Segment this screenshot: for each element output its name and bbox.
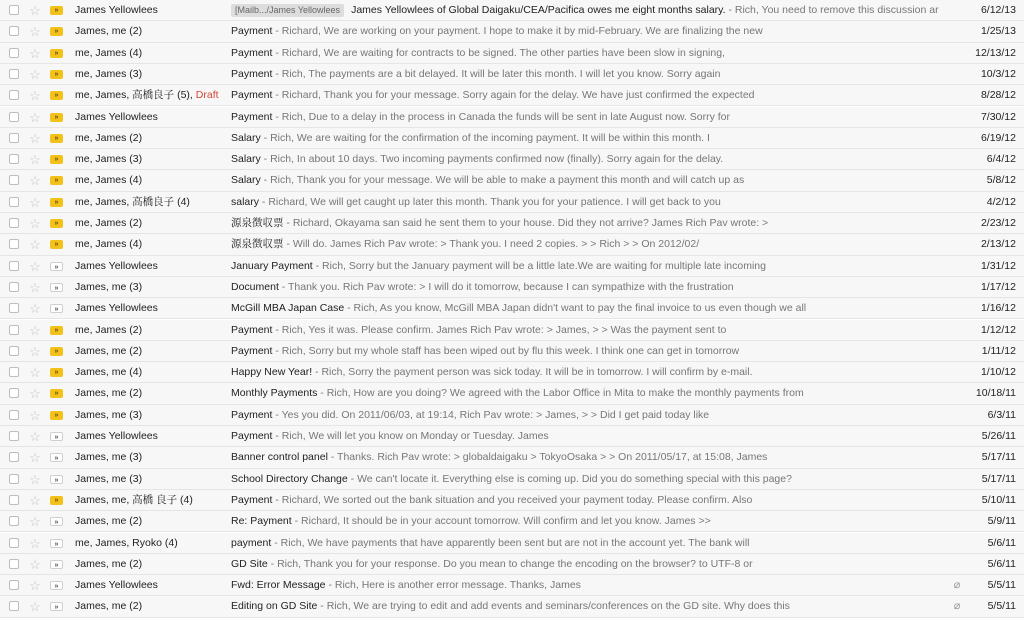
sender-names: James Yellowlees <box>75 302 158 315</box>
star-icon[interactable]: ☆ <box>29 130 41 146</box>
star-icon[interactable]: ☆ <box>29 279 41 295</box>
snippet: - We can't locate it. Everything else is coming up. Did you do something special with this page? <box>347 472 792 485</box>
sender <box>75 21 225 42</box>
subject: January Payment <box>231 259 313 272</box>
date: 1/11/12 <box>981 344 1016 357</box>
message-row[interactable] <box>0 234 1024 255</box>
message-row[interactable] <box>0 43 1024 64</box>
date: 1/12/12 <box>980 323 1016 336</box>
sender <box>75 490 225 511</box>
message-row[interactable] <box>0 490 1024 511</box>
message-row[interactable] <box>0 533 1024 554</box>
subject: Fwd: Error Message <box>231 579 326 592</box>
subject: Payment <box>231 67 273 80</box>
message-row[interactable] <box>0 362 1024 383</box>
paperclip-icon: ⌀ <box>953 600 961 613</box>
message-row[interactable] <box>0 383 1024 404</box>
star-icon[interactable]: ☆ <box>29 343 41 359</box>
subject: School Directory Change <box>231 472 348 485</box>
star-icon[interactable]: ☆ <box>29 109 41 125</box>
select-checkbox[interactable] <box>9 90 19 100</box>
date: 1/17/12 <box>980 280 1016 293</box>
message-content <box>231 533 944 554</box>
importance-marker-icon[interactable]: » <box>50 113 63 122</box>
star-icon[interactable]: ☆ <box>29 365 41 381</box>
star-icon[interactable]: ☆ <box>29 216 41 231</box>
sender <box>75 341 225 362</box>
message-content <box>231 490 944 511</box>
message-content <box>231 447 944 468</box>
subject: payment <box>231 536 272 549</box>
message-content <box>231 43 944 64</box>
message-content <box>231 596 944 617</box>
draft-label: Draft <box>192 89 219 102</box>
select-checkbox[interactable] <box>9 261 19 271</box>
select-checkbox[interactable] <box>9 175 19 185</box>
sender-names: James, me (2) <box>75 515 143 528</box>
message-content <box>231 383 944 404</box>
date: 6/19/12 <box>980 131 1016 144</box>
message-content <box>231 128 944 149</box>
sender-names: me, James (2) <box>75 131 143 144</box>
sender <box>75 256 225 277</box>
sender-names: James, me (2) <box>75 600 143 613</box>
subject: Payment <box>231 323 273 336</box>
select-checkbox[interactable] <box>9 367 19 377</box>
message-content <box>231 405 944 426</box>
snippet: - Rich, Thank you for your response. Do you mean to change the encoding on the browser? to UTF-8 or <box>267 557 753 570</box>
message-row[interactable] <box>0 256 1024 277</box>
subject: Payment <box>231 110 273 123</box>
snippet: - Rich, In about 10 days. Two incoming payments confirmed now (finally). Sorry again for the delay. <box>260 153 724 166</box>
message-row[interactable] <box>0 213 1024 234</box>
select-checkbox[interactable] <box>9 410 19 420</box>
sender-names: James, me (3) <box>75 408 143 421</box>
star-icon[interactable]: ☆ <box>29 301 41 317</box>
sender-names: James Yellowlees <box>75 579 158 592</box>
paperclip-icon: ⌀ <box>953 579 961 592</box>
snippet: - Thank you. Rich Pav wrote: > I will do it tomorrow, because I can sympathize with the frustration <box>278 280 734 293</box>
message-row[interactable] <box>0 128 1024 149</box>
star-icon[interactable]: ☆ <box>29 258 41 274</box>
message-row[interactable] <box>0 341 1024 362</box>
importance-marker-icon[interactable]: » <box>50 347 63 356</box>
sender <box>75 298 225 319</box>
snippet: - Richard, Thank you for your message. Sorry again for the delay. We have just confirmed the expected <box>272 89 755 102</box>
sender <box>75 533 225 554</box>
subject: Document <box>231 280 279 293</box>
date: 5/5/11 <box>987 600 1016 613</box>
sender <box>75 575 225 596</box>
subject: Salary <box>231 131 261 144</box>
select-checkbox[interactable] <box>9 431 19 441</box>
importance-marker-icon[interactable]: » <box>50 176 63 185</box>
message-row[interactable] <box>0 575 1024 596</box>
sender-names: me, James (4) <box>75 174 143 187</box>
message-content <box>231 21 944 42</box>
snippet: - Rich, Sorry the payment person was sick today. It will be in tomorrow. I will confirm by e-mail. <box>312 366 753 379</box>
star-icon[interactable]: ☆ <box>29 407 41 423</box>
star-icon[interactable]: ☆ <box>29 556 41 572</box>
message-content <box>231 107 944 128</box>
importance-marker-icon[interactable]: » <box>50 304 63 313</box>
select-checkbox[interactable] <box>9 282 19 292</box>
select-checkbox[interactable] <box>9 580 19 590</box>
message-content <box>231 234 944 255</box>
subject: Salary <box>231 174 261 187</box>
sender <box>75 107 225 128</box>
sender <box>75 192 225 213</box>
importance-marker-icon[interactable]: » <box>50 155 63 164</box>
date: 2/13/12 <box>980 238 1016 251</box>
sender-names: James, me (4) <box>75 366 143 379</box>
importance-marker-icon[interactable]: » <box>50 219 63 228</box>
sender-names: James Yellowlees <box>75 430 158 442</box>
snippet: - Rich, How are you doing? We agreed with the Labor Office in Mita to make the monthly payments from <box>317 387 804 400</box>
star-icon[interactable]: ☆ <box>29 237 41 253</box>
message-content <box>231 469 944 490</box>
star-icon[interactable]: ☆ <box>29 578 41 594</box>
message-row[interactable] <box>0 320 1024 341</box>
sender <box>75 85 225 106</box>
importance-marker-icon[interactable]: » <box>50 27 63 36</box>
sender <box>75 277 225 298</box>
sender <box>75 469 225 490</box>
subject: Happy New Year! <box>231 366 313 379</box>
snippet: - Richard, We are working on your payment. I hope to make it by mid-February. We are finalizing the new <box>272 25 763 38</box>
message-content <box>231 64 944 85</box>
subject: Payment <box>231 89 273 102</box>
message-row[interactable] <box>0 596 1024 617</box>
subject: Banner control panel <box>231 451 328 464</box>
sender <box>75 426 225 447</box>
snippet: - Rich, As you know, McGill MBA Japan didn't want to pay the final invoice to us even though we all <box>344 302 807 315</box>
snippet: - Will do. James Rich Pav wrote: > Thank you. I need 2 copies. > > Rich > > On 2012/02/ <box>283 238 700 251</box>
select-checkbox[interactable] <box>9 452 19 462</box>
star-icon[interactable]: ☆ <box>29 194 41 210</box>
importance-marker-icon[interactable]: » <box>50 6 63 15</box>
select-checkbox[interactable] <box>9 325 19 335</box>
snippet: - Rich, Sorry but my whole staff has been wiped out by flu this week. I think one can get in tomorrow <box>272 344 740 357</box>
sender-names: me, James, Ryoko (4) <box>75 536 178 549</box>
date: 2/23/12 <box>980 217 1016 229</box>
message-content <box>231 362 944 383</box>
message-content <box>231 170 944 191</box>
sender <box>75 320 225 341</box>
message-row[interactable] <box>0 170 1024 191</box>
sender-names: me, James (4) <box>75 46 143 59</box>
message-row[interactable] <box>0 149 1024 170</box>
sender <box>75 0 225 21</box>
star-icon[interactable]: ☆ <box>29 152 41 168</box>
message-row[interactable] <box>0 0 1024 21</box>
star-icon[interactable]: ☆ <box>29 386 41 402</box>
date: 5/10/11 <box>981 493 1016 506</box>
message-row[interactable] <box>0 192 1024 213</box>
importance-marker-icon[interactable]: » <box>50 240 63 249</box>
sender <box>75 149 225 170</box>
importance-marker-icon[interactable]: » <box>50 496 63 505</box>
message-content <box>231 85 944 106</box>
importance-marker-icon[interactable]: » <box>50 389 63 398</box>
sender-names: me, James (4) <box>75 238 143 251</box>
select-checkbox[interactable] <box>9 538 19 548</box>
subject: Payment <box>231 430 273 442</box>
importance-marker-icon[interactable]: » <box>50 198 63 207</box>
message-content <box>231 426 944 447</box>
snippet: - Rich, We are waiting for the confirmation of the incoming payment. It will be within this month. I <box>260 131 710 144</box>
date: 6/4/12 <box>986 153 1016 166</box>
subject: Payment <box>231 408 273 421</box>
subject: GD Site <box>231 557 268 570</box>
star-icon[interactable]: ☆ <box>29 24 41 40</box>
sender-names: me, James, 高橋良子 (4) <box>75 195 190 208</box>
message-content <box>231 298 944 319</box>
message-content <box>231 192 944 213</box>
snippet: - Richard, We are waiting for contracts to be signed. The other parties have been slow in signing, <box>272 46 725 59</box>
date: 1/16/12 <box>980 302 1016 315</box>
sender <box>75 64 225 85</box>
message-content <box>231 511 944 532</box>
message-row[interactable] <box>0 298 1024 319</box>
star-icon[interactable]: ☆ <box>29 66 41 82</box>
select-checkbox[interactable] <box>9 495 19 505</box>
message-content <box>231 320 944 341</box>
subject: 源泉徴収票 <box>231 217 284 229</box>
sender <box>75 447 225 468</box>
date: 10/18/11 <box>975 387 1016 400</box>
snippet: - Rich, We are trying to edit and add events and seminars/conferences on the GD site. Why does this <box>317 600 790 613</box>
subject: McGill MBA Japan Case <box>231 302 345 315</box>
select-checkbox[interactable] <box>9 112 19 122</box>
date: 1/25/13 <box>980 25 1016 38</box>
select-checkbox[interactable] <box>9 48 19 58</box>
message-row[interactable] <box>0 511 1024 532</box>
importance-marker-icon[interactable]: » <box>50 70 63 79</box>
date: 4/2/12 <box>986 195 1016 208</box>
sender <box>75 128 225 149</box>
message-row[interactable] <box>0 405 1024 426</box>
subject: salary <box>231 195 260 208</box>
importance-marker-icon[interactable]: » <box>50 581 63 590</box>
sender <box>75 43 225 64</box>
snippet: - Rich, The payments are a bit delayed. It will be later this month. I will let you know. Sorry again <box>272 67 721 80</box>
sender <box>75 213 225 234</box>
importance-marker-icon[interactable]: » <box>50 453 63 462</box>
sender-names: me, James (3) <box>75 153 143 166</box>
snippet: - Rich, Thank you for your message. We will be able to make a payment this month and will catch up as <box>260 174 745 187</box>
importance-marker-icon[interactable]: » <box>50 539 63 548</box>
subject: James Yellowlees of Global Daigaku/CEA/Pacifica owes me eight months salary. <box>351 4 726 16</box>
subject: Salary <box>231 153 261 166</box>
date: 5/9/11 <box>987 515 1016 528</box>
select-checkbox[interactable] <box>9 133 19 143</box>
sender-names: James, me (2) <box>75 557 143 570</box>
sender-names: James, me (2) <box>75 344 143 357</box>
select-checkbox[interactable] <box>9 5 19 15</box>
message-content <box>231 575 944 596</box>
message-content <box>231 0 944 21</box>
star-icon[interactable]: ☆ <box>29 429 41 444</box>
message-row[interactable] <box>0 85 1024 106</box>
message-content <box>231 256 944 277</box>
message-row[interactable] <box>0 447 1024 468</box>
sender-names: James, me, 高橋 良子 (4) <box>75 493 193 506</box>
date: 5/17/11 <box>981 472 1016 485</box>
folder-label-chip[interactable]: [Mailb.../James Yellowlees <box>231 4 344 17</box>
select-checkbox[interactable] <box>9 218 19 228</box>
sender-names: James, me (3) <box>75 280 143 293</box>
snippet: - Richard, We will get caught up later this month. Thank you for your patience. I will get back to you <box>259 195 721 208</box>
sender-names: James, me (2) <box>75 25 143 38</box>
subject: Re: Payment <box>231 515 292 528</box>
select-checkbox[interactable] <box>9 26 19 36</box>
importance-marker-icon[interactable]: » <box>50 326 63 335</box>
snippet: - Thanks. Rich Pav wrote: > globaldaigaku > TokyoOsaka > > On 2011/05/17, at 15:08, James <box>327 451 768 464</box>
select-checkbox[interactable] <box>9 516 19 526</box>
message-row[interactable] <box>0 107 1024 128</box>
sender-names: me, James (2) <box>75 217 143 229</box>
select-checkbox[interactable] <box>9 388 19 398</box>
date: 6/12/13 <box>980 4 1016 16</box>
importance-marker-icon[interactable]: » <box>50 49 63 58</box>
snippet: - Rich, Yes it was. Please confirm. James Rich Pav wrote: > James, > > Was the payment sent to <box>272 323 727 336</box>
star-icon[interactable]: ☆ <box>29 492 41 508</box>
date: 7/30/12 <box>980 110 1016 123</box>
subject: Payment <box>231 344 273 357</box>
subject: Editing on GD Site <box>231 600 318 613</box>
star-icon[interactable]: ☆ <box>29 322 41 338</box>
date: 12/13/12 <box>975 46 1016 59</box>
message-content <box>231 213 944 234</box>
sender <box>75 596 225 617</box>
date: 5/26/11 <box>981 430 1016 442</box>
star-icon[interactable]: ☆ <box>29 514 41 530</box>
snippet: - Richard, It should be in your account tomorrow. Will confirm and let you know. James >> <box>291 515 711 528</box>
snippet: - Yes you did. On 2011/06/03, at 19:14, Rich Pav wrote: > James, > > Did I get paid today like <box>272 408 710 421</box>
star-icon[interactable]: ☆ <box>29 471 41 487</box>
date: 5/6/11 <box>987 557 1016 570</box>
select-checkbox[interactable] <box>9 303 19 313</box>
message-row[interactable] <box>0 21 1024 42</box>
select-checkbox[interactable] <box>9 197 19 207</box>
star-icon[interactable]: ☆ <box>29 45 41 61</box>
message-content <box>231 277 944 298</box>
importance-marker-icon[interactable]: » <box>50 475 63 484</box>
date: 1/10/12 <box>980 366 1016 379</box>
message-row[interactable] <box>0 277 1024 298</box>
importance-marker-icon[interactable]: » <box>50 602 63 611</box>
date: 5/17/11 <box>981 451 1016 464</box>
importance-marker-icon[interactable]: » <box>50 432 63 441</box>
snippet: - Rich, We have payments that have apparently been sent but are not in the account yet. The bank will <box>271 536 750 549</box>
importance-marker-icon[interactable]: » <box>50 283 63 292</box>
select-checkbox[interactable] <box>9 474 19 484</box>
importance-marker-icon[interactable]: » <box>50 368 63 377</box>
sender <box>75 170 225 191</box>
sender <box>75 511 225 532</box>
star-icon[interactable]: ☆ <box>29 88 41 104</box>
star-icon[interactable]: ☆ <box>29 173 41 189</box>
subject: Payment <box>231 25 273 38</box>
snippet: - Rich, Here is another error message. Thanks, James <box>325 579 581 592</box>
star-icon[interactable]: ☆ <box>29 599 41 615</box>
sender <box>75 383 225 404</box>
date: 6/3/11 <box>987 408 1016 421</box>
date: 10/3/12 <box>980 67 1016 80</box>
subject: 源泉徴収票 <box>231 238 284 251</box>
date: 1/31/12 <box>980 259 1016 272</box>
date: 5/6/11 <box>987 536 1016 549</box>
sender-names: me, James (3) <box>75 67 143 80</box>
subject: Payment <box>231 46 273 59</box>
message-content <box>231 341 944 362</box>
snippet: - Richard, We sorted out the bank situation and you received your payment today. Please confirm. Also <box>272 493 753 506</box>
date: 8/28/12 <box>980 89 1016 102</box>
select-checkbox[interactable] <box>9 559 19 569</box>
star-icon[interactable]: ☆ <box>29 450 41 466</box>
sender-names: me, James, 高橋良子 (5), <box>75 89 193 102</box>
importance-marker-icon[interactable]: » <box>50 262 63 271</box>
importance-marker-icon[interactable]: » <box>50 91 63 100</box>
sender-names: James Yellowlees <box>75 110 158 123</box>
star-icon[interactable]: ☆ <box>29 535 41 551</box>
importance-marker-icon[interactable]: » <box>50 560 63 569</box>
message-row[interactable] <box>0 554 1024 575</box>
message-row[interactable] <box>0 64 1024 85</box>
star-icon[interactable]: ☆ <box>29 3 41 18</box>
sender-names: James, me (2) <box>75 387 143 400</box>
snippet: - Richard, Okayama san said he sent them to your house. Did they not arrive? James Rich Pav wrote: > <box>283 217 769 229</box>
subject: Monthly Payments <box>231 387 318 400</box>
select-checkbox[interactable] <box>9 69 19 79</box>
sender <box>75 405 225 426</box>
sender <box>75 234 225 255</box>
snippet: - Rich, Sorry but the January payment will be a little late.We are waiting for multiple late incoming <box>312 259 766 272</box>
importance-marker-icon[interactable]: » <box>50 411 63 420</box>
sender-names: James, me (3) <box>75 472 143 485</box>
sender-names: me, James (2) <box>75 323 143 336</box>
message-row[interactable] <box>0 469 1024 490</box>
date: 5/8/12 <box>986 174 1016 187</box>
sender-names: James Yellowlees <box>75 259 158 272</box>
date: 5/5/11 <box>987 579 1016 592</box>
message-content <box>231 554 944 575</box>
sender-names: James Yellowlees <box>75 4 158 16</box>
select-checkbox[interactable] <box>9 601 19 611</box>
select-checkbox[interactable] <box>9 346 19 356</box>
select-checkbox[interactable] <box>9 239 19 249</box>
sender <box>75 554 225 575</box>
importance-marker-icon[interactable]: » <box>50 517 63 526</box>
subject: Payment <box>231 493 273 506</box>
snippet: - Rich, We will let you know on Monday or Tuesday. James <box>272 430 549 442</box>
importance-marker-icon[interactable]: » <box>50 134 63 143</box>
select-checkbox[interactable] <box>9 154 19 164</box>
message-row[interactable] <box>0 426 1024 447</box>
sender-names: James, me (3) <box>75 451 143 464</box>
snippet: - Rich, Due to a delay in the process in Canada the funds will be sent in late August now. Sorry for <box>272 110 731 123</box>
message-content <box>231 149 944 170</box>
snippet: - Rich, You need to remove this discussion ar <box>725 4 939 16</box>
sender <box>75 362 225 383</box>
